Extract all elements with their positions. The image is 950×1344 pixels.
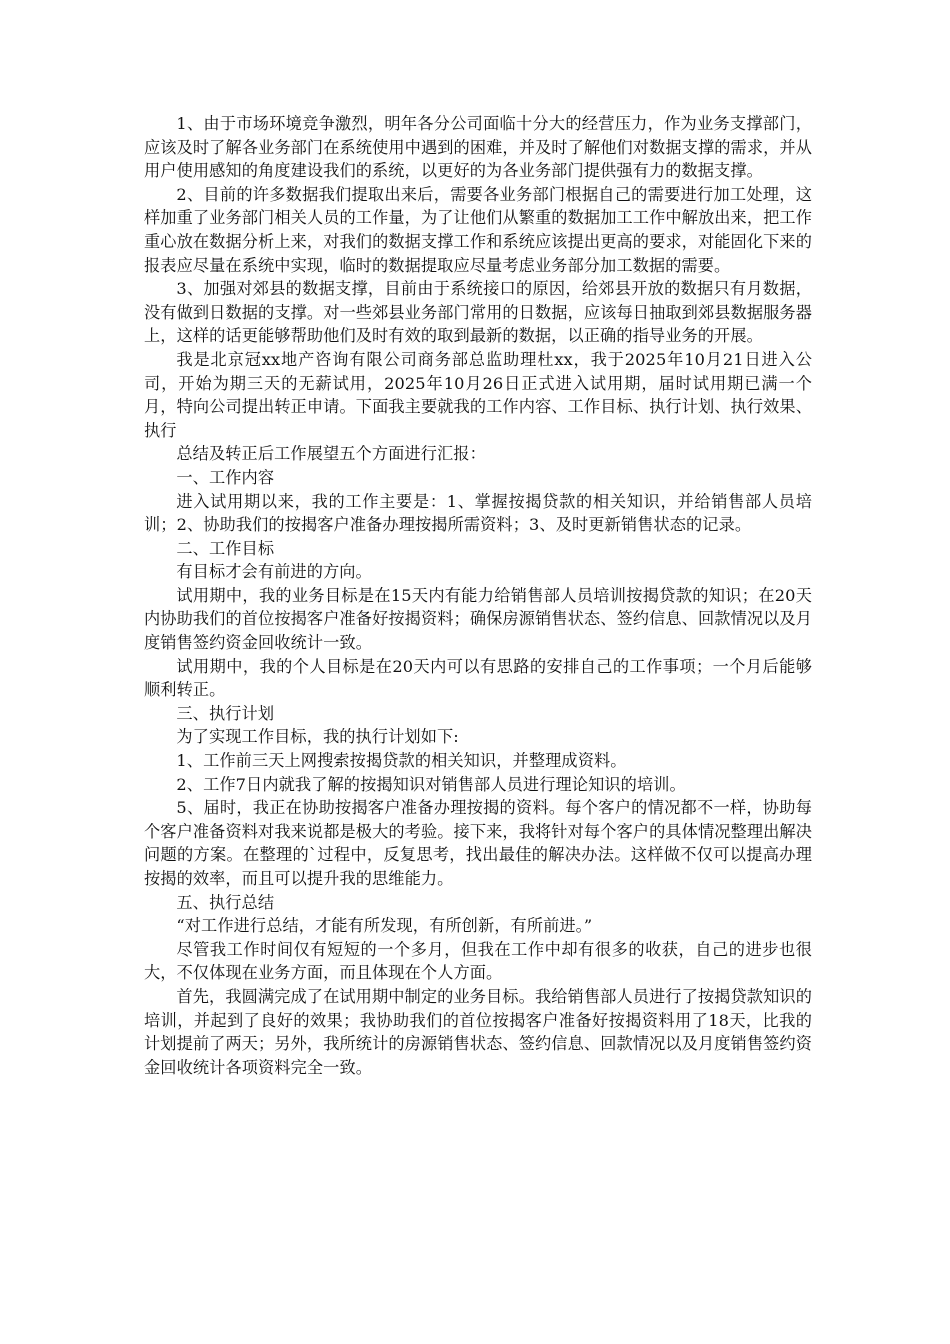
paragraph-13: 为了实现工作目标，我的执行计划如下: — [176, 727, 459, 747]
section-heading-work-goals: 二、工作目标 — [176, 538, 275, 558]
paragraph-11: 试用期中，我的个人目标是在20天内可以有思路的安排自己的工作事项；一个月后能够顺利转正。 — [144, 656, 812, 700]
paragraph-20: 首先，我圆满完成了在试用期中制定的业务目标。我给销售部人员进行了按揭贷款知识的培训，并起到了良好的效果；我协助我们的首位按揭客户准备好按揭资料用了18天，比我的计划提前了两天；另外，我所统计的房源销售状态、签约信息、回款情况以及月度销售签约资金回收统计各项资料完全一致。 — [144, 986, 812, 1077]
paragraph-10: 试用期中，我的业务目标是在15天内有能力给销售部人员培训按揭贷款的知识；在20天内协助我们的首位按揭客户准备好按揭资料；确保房源销售状态、签约信息、回款情况以及月度销售签约资金回收统计一致。 — [144, 585, 812, 653]
section-heading-work-content: 一、工作内容 — [176, 467, 275, 487]
document-body — [144, 112, 812, 1079]
section-heading-execution-summary: 五、执行总结 — [176, 892, 275, 912]
paragraph-3: 3、加强对郊县的数据支撑，目前由于系统接口的原因，给郊县开放的数据只有月数据，没有做到日数据的支撑。对一些郊县业务部门常用的日数据，应该每日抽取到郊县数据服务器上，这样的话更能够帮助他们及时有效的取到最新的数据，以正确的指导业务的开展。 — [144, 279, 812, 346]
paragraph-4: 我是北京冠xx地产咨询有限公司商务部总监助理杜xx，我于2025年10月21日进入公司，开始为期三天的无薪试用，2025年10月26日正式进入试用期，届时试用期已满一个月，特向公司提出转正申请。下面我主要就我的工作内容、工作目标、执行计划、执行效果、执行 — [144, 349, 812, 440]
paragraph-1: 1、由于市场环境竞争激烈，明年各分公司面临十分大的经营压力，作为业务支撑部门，应该及时了解各业务部门在系统使用中遇到的困难，并及时了解他们对数据支撑的需求，并从用户使用感知的角度建设我们的系统，以更好的为各业务部门提供强有力的数据支撑。 — [144, 114, 812, 181]
paragraph-14: 1、工作前三天上网搜索按揭贷款的相关知识，并整理成资料。 — [176, 751, 627, 771]
paragraph-2: 2、目前的许多数据我们提取出来后，需要各业务部门根据自己的需要进行加工处理，这样加重了业务部门相关人员的工作量，为了让他们从繁重的数据加工工作中解放出来，把工作重心放在数据分析上来，对我们的数据支撑工作和系统应该提出更高的要求，对能固化下来的报表应尽量在系统中实现，临时的数据提取应尽量考虑业务部分加工数据的需要。 — [144, 184, 812, 275]
section-heading-execution-plan: 三、执行计划 — [176, 703, 275, 723]
paragraph-15: 2、工作7日内就我了解的按揭知识对销售部人员进行理论知识的培训。 — [176, 774, 686, 794]
paragraph-9: 有目标才会有前进的方向。 — [176, 562, 372, 582]
paragraph-16: 5、届时，我正在协助按揭客户准备办理按揭的资料。每个客户的情况都不一样，协助每个客户准备资料对我来说都是极大的考验。接下来，我将针对每个客户的具体情况整理出解决问题的方案。在整理的`过程中，反复思考，找出最佳的解决办法。这样做不仅可以提高办理按揭的效率，而且可以提升我的思维能力。 — [144, 798, 812, 888]
paragraph-18: “对工作进行总结，才能有所发现，有所创新，有所前进。” — [176, 916, 593, 936]
paragraph-19: 尽管我工作时间仅有短短的一个多月，但我在工作中却有很多的收获，自己的进步也很大，不仅体现在业务方面，而且体现在个人方面。 — [144, 939, 812, 983]
paragraph-5: 总结及转正后工作展望五个方面进行汇报： — [176, 444, 486, 464]
paragraph-7: 进入试用期以来，我的工作主要是：1、掌握按揭贷款的相关知识，并给销售部人员培训；2、协助我们的按揭客户准备办理按揭所需资料；3、及时更新销售状态的记录。 — [144, 491, 812, 535]
